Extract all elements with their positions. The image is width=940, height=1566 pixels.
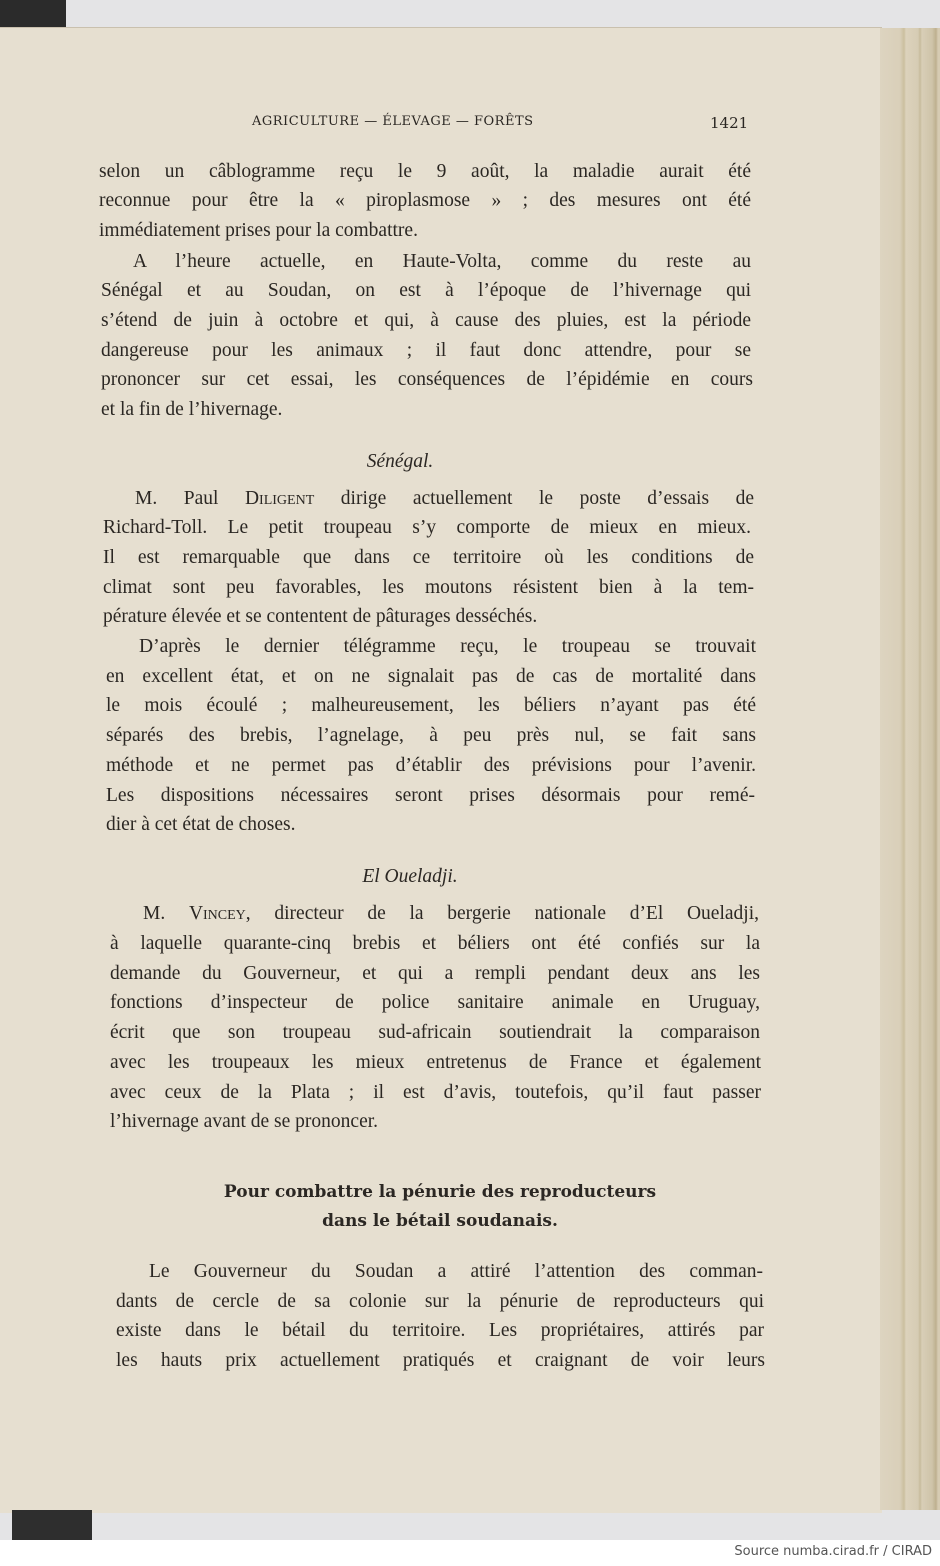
text-line: s’étend de juin à octobre et qui, à cause des pluies, est la période xyxy=(101,310,751,331)
section-heading: Sénégal. xyxy=(366,451,434,472)
text-line: demande du Gouverneur, et qui a rempli pendant deux ans les xyxy=(110,963,760,984)
text-line: Les dispositions nécessaires seront prises désormais pour remé- xyxy=(106,785,755,806)
text-line: écrit que son troupeau sud-africain soutiendrait la comparaison xyxy=(110,1022,760,1043)
running-head-title: AGRICULTURE — ÉLEVAGE — FORÊTS xyxy=(252,114,534,129)
text-line: reconnue pour être la « piroplasmose » ; des mesures ont été xyxy=(99,190,751,211)
text-line: A l’heure actuelle, en Haute-Volta, comme du reste au xyxy=(133,251,751,272)
text-line: dants de cercle de sa colonie sur la pénurie de reproducteurs qui xyxy=(116,1291,764,1312)
text-line: existe dans le bétail du territoire. Les propriétaires, attirés par xyxy=(116,1320,764,1341)
text-line xyxy=(135,488,754,510)
text-line: à laquelle quarante-cinq brebis et béliers ont été confiés sur la xyxy=(110,933,760,954)
text-line: séparés des brebis, l’agnelage, à peu près nul, se fait sans xyxy=(106,725,756,746)
text-line: Le Gouverneur du Soudan a attiré l’attention des comman- xyxy=(149,1261,763,1282)
text-line: méthode et ne permet pas d’établir des prévisions pour l’avenir. xyxy=(106,755,756,776)
scan-clip-bottom xyxy=(12,1510,92,1540)
text-line: selon un câblogramme reçu le 9 août, la maladie aurait été xyxy=(99,161,751,182)
person-name: Vincey xyxy=(188,903,246,924)
running-head xyxy=(0,114,882,134)
text-line: avec les troupeaux les mieux entretenus de France et également xyxy=(110,1052,761,1073)
section-heading: El Oueladji. xyxy=(362,866,458,887)
text-line: avec ceux de la Plata ; il est d’avis, toutefois, qu’il faut passer xyxy=(110,1082,761,1103)
text-line: climat sont peu favorables, les moutons résistent bien à la tem- xyxy=(103,577,754,598)
text-line: D’après le dernier télégramme reçu, le troupeau se trouvait xyxy=(139,636,756,657)
page-edge-stack xyxy=(880,28,940,1510)
text-line: Il est remarquable que dans ce territoire où les conditions de xyxy=(103,547,754,568)
text-run: M. xyxy=(143,903,189,924)
text-line: en excellent état, et on ne signalait pas de cas de mortalité dans xyxy=(106,666,756,687)
text-run: dirige actuellement le poste d’essais de xyxy=(314,488,754,509)
text-run: M. Paul xyxy=(135,488,245,509)
text-line: les hauts prix actuellement pratiqués et craignant de voir leurs xyxy=(116,1350,765,1371)
text-line: fonctions d’inspecteur de police sanitaire animale en Uruguay, xyxy=(110,992,760,1013)
text-line: Sénégal et au Soudan, on est à l’époque de l’hivernage qui xyxy=(101,280,751,301)
text-line: prononcer sur cet essai, les conséquences de l’épidémie en cours xyxy=(101,369,753,390)
text-line: Richard-Toll. Le petit troupeau s’y comporte de mieux en mieux. xyxy=(103,517,751,538)
text-run: , directeur de la bergerie nationale d’El Oueladji, xyxy=(245,903,759,924)
section-heading-line-1: Pour combattre la pénurie des reproducteurs xyxy=(223,1182,657,1202)
text-line: dier à cet état de choses. xyxy=(106,814,296,835)
text-line: le mois écoulé ; malheureusement, les béliers n’ayant pas été xyxy=(106,695,756,716)
source-credit: Source numba.cirad.fr / CIRAD xyxy=(734,1544,932,1559)
person-name: Diligent xyxy=(244,488,315,509)
text-line: l’hivernage avant de se prononcer. xyxy=(110,1111,379,1132)
page-number: 1421 xyxy=(710,114,749,132)
text-line: pérature élevée et se contentent de pâturages desséchés. xyxy=(103,606,538,627)
text-line xyxy=(143,903,759,925)
section-heading-line-2: dans le bétail soudanais. xyxy=(322,1211,558,1231)
text-line: dangereuse pour les animaux ; il faut donc attendre, pour se xyxy=(101,340,751,361)
text-line: immédiatement prises pour la combattre. xyxy=(99,220,418,241)
text-line: et la fin de l’hivernage. xyxy=(101,399,283,420)
